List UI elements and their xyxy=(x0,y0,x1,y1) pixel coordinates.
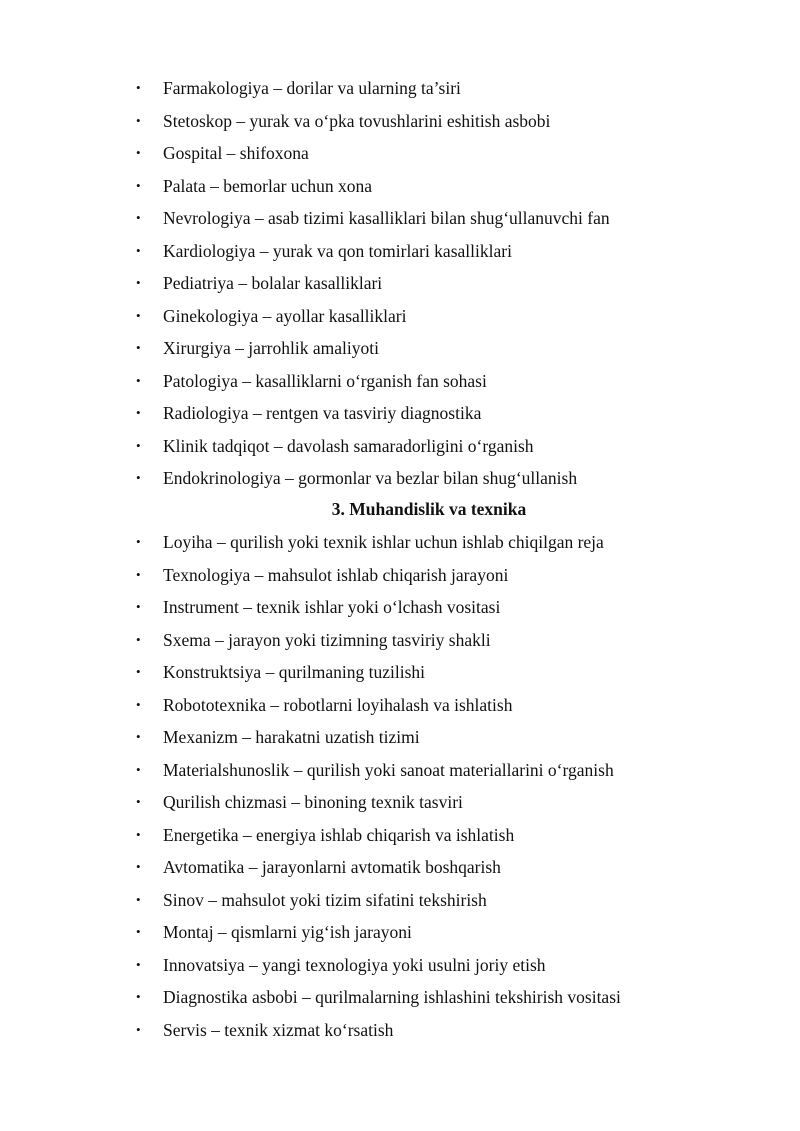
term-definition: Sxema – jarayon yoki tizimning tasviriy shakli xyxy=(163,629,491,650)
list-item xyxy=(0,851,800,884)
term-definition: Gospital – shifoxona xyxy=(163,143,309,163)
list-item xyxy=(0,526,800,559)
list-item xyxy=(0,170,800,203)
list-item xyxy=(0,884,800,917)
list-item xyxy=(0,754,800,787)
list-item xyxy=(0,559,800,592)
term-definition: Konstruktsiya – qurilmaning tuzilishi xyxy=(163,662,425,682)
list-item xyxy=(0,689,800,722)
term-definition: Sinov – mahsulot yoki tizim sifatini tekshirish xyxy=(163,889,487,910)
bullet-icon: • xyxy=(136,956,141,972)
bullet-icon: • xyxy=(136,859,141,874)
list-item xyxy=(0,916,800,949)
list-item xyxy=(0,981,800,1014)
bullet-icon: • xyxy=(136,372,141,388)
bullet-icon: • xyxy=(136,631,141,647)
list-item xyxy=(0,72,800,105)
bullet-icon: • xyxy=(136,534,141,549)
bullet-icon: • xyxy=(136,599,141,614)
term-definition: Montaj – qismlarni yig‘ish jarayoni xyxy=(163,922,412,942)
term-definition: Avtomatika – jarayonlarni avtomatik boshqarish xyxy=(163,857,501,877)
bullet-icon: • xyxy=(136,696,141,712)
list-item xyxy=(0,591,800,624)
term-definition: Loyiha – qurilish yoki texnik ishlar uchun ishlab chiqilgan reja xyxy=(163,532,604,552)
term-definition: Nevrologiya – asab tizimi kasalliklari bilan shug‘ullanuvchi fan xyxy=(163,208,610,228)
term-definition: Instrument – texnik ishlar yoki o‘lchash vositasi xyxy=(163,597,501,617)
list-item xyxy=(0,624,800,657)
list-item xyxy=(0,267,800,300)
list-item xyxy=(0,105,800,138)
term-definition: Radiologiya – rentgen va tasviriy diagnostika xyxy=(163,403,482,423)
list-item xyxy=(0,786,800,819)
bullet-icon: • xyxy=(136,307,141,323)
section-heading: 3. Muhandislik va texnika xyxy=(331,499,527,519)
term-definition: Kardiologiya – yurak va qon tomirlari kasalliklari xyxy=(163,240,512,261)
engineering-terms-list xyxy=(0,526,800,1046)
list-item xyxy=(0,462,800,495)
list-item xyxy=(0,949,800,982)
term-definition: Farmakologiya – dorilar va ularning ta’siri xyxy=(163,78,461,98)
list-item xyxy=(0,721,800,754)
bullet-icon: • xyxy=(136,340,141,355)
term-definition: Qurilish chizmasi – binoning texnik tasviri xyxy=(163,792,463,812)
bullet-icon: • xyxy=(136,177,141,193)
term-definition: Texnologiya – mahsulot ishlab chiqarish jarayoni xyxy=(163,564,509,585)
list-item xyxy=(0,332,800,365)
bullet-icon: • xyxy=(136,989,141,1004)
bullet-icon: • xyxy=(136,794,141,809)
term-definition: Endokrinologiya – gormonlar va bezlar bilan shug‘ullanish xyxy=(163,468,578,488)
term-definition: Materialshunoslik – qurilish yoki sanoat materiallarini o‘rganish xyxy=(163,759,614,780)
term-definition: Stetoskop – yurak va o‘pka tovushlarini eshitish asbobi xyxy=(163,110,551,131)
bullet-icon: • xyxy=(136,664,141,679)
bullet-icon: • xyxy=(136,405,141,420)
bullet-icon: • xyxy=(136,891,141,907)
bullet-icon: • xyxy=(136,437,141,453)
bullet-icon: • xyxy=(136,826,141,842)
list-item xyxy=(0,137,800,170)
bullet-icon: • xyxy=(136,210,141,225)
bullet-icon: • xyxy=(136,145,141,160)
bullet-icon: • xyxy=(136,924,141,939)
bullet-icon: • xyxy=(136,275,141,290)
list-item xyxy=(0,300,800,333)
bullet-icon: • xyxy=(136,470,141,485)
bullet-icon: • xyxy=(136,566,141,582)
medical-terms-list xyxy=(0,72,800,495)
term-definition: Servis – texnik xizmat ko‘rsatish xyxy=(163,1019,394,1040)
term-definition: Mexanizm – harakatni uzatish tizimi xyxy=(163,727,420,747)
term-definition: Xirurgiya – jarrohlik amaliyoti xyxy=(163,338,379,358)
term-definition: Diagnostika asbobi – qurilmalarning ishlashini tekshirish vositasi xyxy=(163,987,621,1007)
bullet-icon: • xyxy=(136,729,141,744)
term-definition: Klinik tadqiqot – davolash samaradorligini o‘rganish xyxy=(163,435,534,456)
list-item xyxy=(0,202,800,235)
term-definition: Robototexnika – robotlarni loyihalash va ishlatish xyxy=(163,694,513,715)
term-definition: Ginekologiya – ayollar kasalliklari xyxy=(163,305,407,326)
list-item xyxy=(0,365,800,398)
bullet-icon: • xyxy=(136,242,141,258)
list-item xyxy=(0,397,800,430)
term-definition: Pediatriya – bolalar kasalliklari xyxy=(163,273,383,293)
bullet-icon: • xyxy=(136,1021,141,1037)
bullet-icon: • xyxy=(136,761,141,777)
term-definition: Patologiya – kasalliklarni o‘rganish fan sohasi xyxy=(163,370,487,391)
list-item xyxy=(0,430,800,463)
bullet-icon: • xyxy=(136,80,141,95)
term-definition: Energetika – energiya ishlab chiqarish va ishlatish xyxy=(163,824,515,845)
list-item xyxy=(0,819,800,852)
list-item xyxy=(0,656,800,689)
term-definition: Innovatsiya – yangi texnologiya yoki usulni joriy etish xyxy=(163,954,546,975)
bullet-icon: • xyxy=(136,112,141,128)
list-item xyxy=(0,1014,800,1047)
list-item xyxy=(0,235,800,268)
term-definition: Palata – bemorlar uchun xona xyxy=(163,175,372,196)
